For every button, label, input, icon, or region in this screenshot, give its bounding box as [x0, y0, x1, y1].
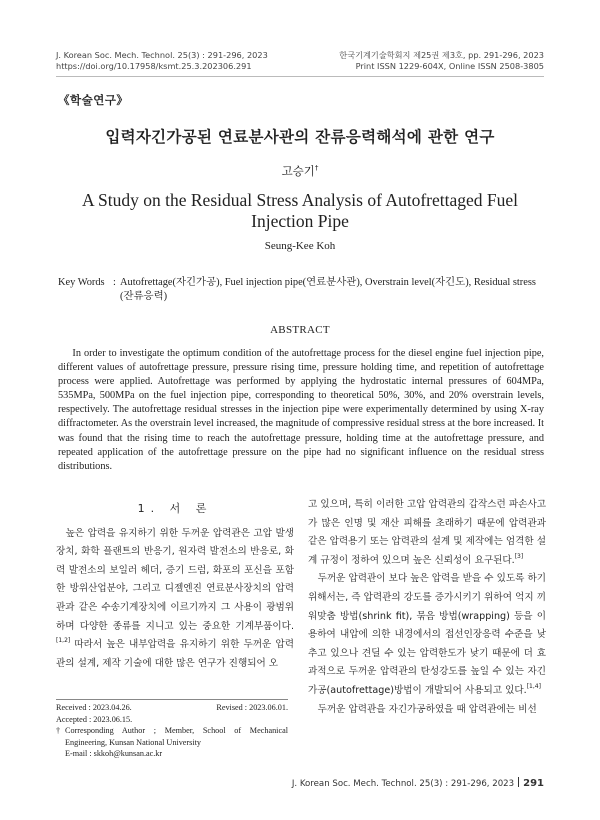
footnote-divider [56, 699, 288, 700]
header-divider [56, 76, 544, 77]
author-korean-name: 고승기 [281, 164, 315, 178]
section-heading-introduction: 1. 서 론 [137, 502, 213, 515]
accepted-date: Accepted : 2023.06.15. [56, 714, 133, 724]
article-category: 《학술연구》 [58, 93, 129, 107]
paragraph [308, 701, 546, 720]
abstract-body: In order to investigate the optimum condition of the autofrettage process for the diesel engine fuel injection pipe, different values of autofrettage pressure, pressure rising time, pressure holding time, and repetition of autofrettage process were applied. Autofrettage was performed by applying the hydrostatic internal pressures of 604MPa, 535MPa, 500MPa on the fuel injection pipe, corresponding to theoretical 50%, 30%, and 20% overstrain levels, respectively. The autofrettage residual stresses in the injection pipe were experimentally determined by using X-ray diffractometer. As the overstrain level increased, the magnitude of compressive residual stress at the bore increased. It was found that the rising time to reach the autofrettage pressure, holding time at the autofrettage pressure, and repeated application of the autofrettage pressure on the pipe had no significant influence on the residual stress distributions. [58, 348, 544, 472]
title-english: A Study on the Residual Stress Analysis of Autofrettaged Fuel Injection Pipe [81, 190, 518, 231]
body-column-right [308, 496, 546, 719]
paragraph-text: 두꺼운 압력관이 보다 높은 압력을 받을 수 있도록 하기 위해서는, 즉 압력관의 강도를 증가시키기 위하여 억지 끼워맞춤 방법(shrink fit), 묶음 방법(wrapping) 등을 이용하여 내압에 의한 내경에서의 접선인장응력 수준을 낮추고 있으나 견딜 수 있는 압력한도가 낮기 때문에 더 효과적으로 두꺼운 압력관의 탄성강도를 높일 수 있는 자긴가공(autofrettage)방법이 개발되어 사용되고 있다. [308, 573, 546, 696]
page-footer [292, 777, 544, 789]
corresponding-author-text: Corresponding Author ; Member, School of Mechanical Engineering, Kunsan National University [65, 726, 288, 747]
citation-ref[interactable]: [1,4] [526, 682, 541, 690]
keywords-label: Key Words [58, 277, 105, 288]
title-korean: 입력자긴가공된 연료분사관의 잔류응력해석에 관한 연구 [105, 128, 495, 146]
paragraph-text: 두꺼운 압력관을 자긴가공하였을 때 압력관에는 비선 [317, 703, 537, 715]
abstract-heading: ABSTRACT [270, 324, 330, 336]
header-issn: Print ISSN 1229-604X, Online ISSN 2508-3805 [355, 61, 544, 71]
keywords-text: Autofrettage(자긴가공), Fuel injection pipe(연료분사관), Overstrain level(자긴도), Residual stress (잔류응력) [120, 277, 536, 302]
footnotes [56, 702, 288, 760]
revised-date: Revised : 2023.06.01. [216, 703, 288, 712]
footer-separator [518, 777, 519, 787]
corresponding-author-note [56, 725, 288, 760]
keywords-colon: : [113, 277, 116, 288]
dagger-mark: † [56, 726, 61, 736]
header-journal-ref: J. Korean Soc. Mech. Technol. 25(3) : 291-296, 2023 [56, 50, 268, 60]
footer-journal-ref: J. Korean Soc. Mech. Technol. 25(3) : 291-296, 2023 [291, 779, 515, 789]
keywords-block [58, 276, 544, 304]
paragraph-text: 높은 압력을 유지하기 위한 두꺼운 압력관은 고압 발생장치, 화학 플랜트의 반응기, 원자력 발전소의 반응로, 화력 발전소의 보일러 헤더, 증기 드럼, 화포의 포신을 포함한 방위산업분야, 그리고 디젤엔진 연료분사장치의 압력관과 같은 수송기계장치에 이르기까지 그 사용이 광범위하며 다양한 종류를 지니고 있는 중요한 기계부품이다. [56, 527, 294, 632]
author-english: Seung-Kee Koh [264, 240, 336, 252]
paragraph [308, 570, 546, 700]
page-number: 291 [523, 778, 544, 789]
paragraph [56, 525, 294, 674]
header-doi-link[interactable]: https://doi.org/10.17958/ksmt.25.3.202306.291 [56, 61, 252, 71]
corresponding-mark: † [314, 164, 319, 173]
paragraph [308, 496, 546, 570]
citation-ref[interactable]: [1,2] [56, 637, 71, 645]
header-right [339, 50, 544, 72]
paragraph-text: 따라서 높은 내부압력을 유지하기 위한 두꺼운 압력관의 설계, 제작 기술에 대한 많은 연구가 진행되어 오 [56, 639, 294, 669]
citation-ref[interactable]: [3] [514, 552, 524, 560]
author-email[interactable]: E-mail : skkoh@kunsan.ac.kr [65, 749, 163, 759]
author-korean [0, 163, 600, 179]
header-journal-ko: 한국기계기술학회지 제25권 제3호, pp. 291-296, 2023 [339, 50, 544, 60]
body-column-left [56, 500, 294, 673]
footnote-dates [56, 702, 288, 714]
header-left [56, 50, 268, 72]
paragraph-text: 고 있으며, 특히 이러한 고압 압력관의 갑작스런 파손사고가 많은 인명 및 재산 피해를 초래하기 때문에 압력관과 같은 압력용기 또는 압력관의 설계 및 제작에는 엄격한 설계 규정이 정하여 있으며 높은 신뢰성이 요구된다. [308, 499, 546, 566]
received-date: Received : 2023.04.26. [56, 703, 132, 712]
